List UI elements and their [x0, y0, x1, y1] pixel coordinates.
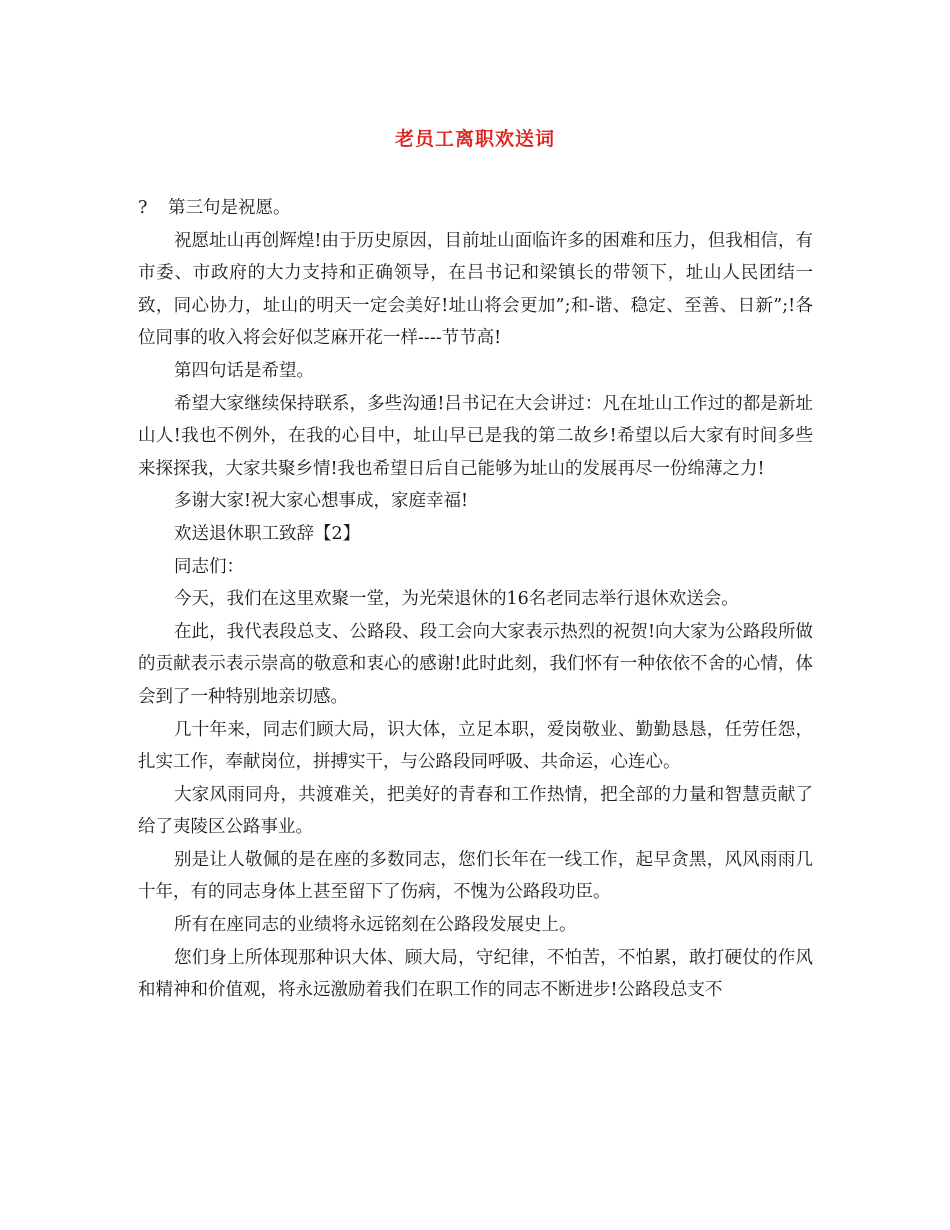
paragraph: 大家风雨同舟，共渡难关，把美好的青春和工作热情，把全部的力量和智慧贡献了给了夷陵区公路事业。: [138, 784, 813, 838]
paragraph-text: 第三句是祝愿。: [168, 198, 291, 218]
section-heading: 欢送退休职工致辞【2】: [174, 523, 361, 544]
paragraph: 今天，我们在这里欢聚一堂，为光荣退休的16名老同志举行退休欢送会。: [174, 589, 739, 610]
paragraph: 第四句话是希望。: [174, 360, 314, 381]
salutation: 同志们：: [174, 556, 244, 577]
paragraph-first-line: [138, 192, 813, 225]
paragraph: 几十年来，同志们顾大局，识大体，立足本职，爱岗敬业、勤勤恳恳，任劳任怨，扎实工作，奉献岗位，拼搏实干，与公路段同呼吸、共命运，心连心。: [138, 719, 813, 773]
paragraph: 祝愿址山再创辉煌!由于历史原因，目前址山面临许多的困难和压力，但我相信，有市委、市政府的大力支持和正确领导，在吕书记和梁镇长的带领下，址山人民团结一致，同心协力，址山的明天一定会美好!址山将会更加”;和-谐、稳定、至善、日新”;!各位同事的收入将会好似芝麻开花一样----节节高!: [138, 230, 813, 349]
document-body: [138, 192, 813, 1007]
paragraph: 多谢大家!祝大家心想事成，家庭幸福!: [174, 491, 469, 512]
paragraph: 希望大家继续保持联系，多些沟通!吕书记在大会讲过：凡在址山工作过的都是新址山人!我也不例外，在我的心目中，址山早已是我的第二故乡!希望以后大家有时间多些来探探我，大家共聚乡情!我也希望日后自己能够为址山的发展再尽一份绵薄之力!: [138, 393, 813, 479]
paragraph: 所有在座同志的业绩将永远铭刻在公路段发展史上。: [174, 915, 577, 936]
paragraph: 您们身上所体现那种识大体、顾大局，守纪律，不怕苦，不怕累，敢打硬仗的作风和精神和价值观，将永远激励着我们在职工作的同志不断进步!公路段总支不: [138, 947, 813, 1001]
paragraph: 别是让人敬佩的是在座的多数同志，您们长年在一线工作，起早贪黑，风风雨雨几十年，有的同志身体上甚至留下了伤病，不愧为公路段功臣。: [138, 849, 813, 903]
paragraph: 在此，我代表段总支、公路段、段工会向大家表示热烈的祝贺!向大家为公路段所做的贡献表示表示崇高的敬意和衷心的感谢!此时此刻，我们怀有一种依依不舍的心情，体会到了一种特别地亲切感。: [138, 621, 813, 707]
unknown-glyph-marker: ?: [138, 198, 148, 218]
document-title: 老员工离职欢送词: [394, 128, 555, 150]
